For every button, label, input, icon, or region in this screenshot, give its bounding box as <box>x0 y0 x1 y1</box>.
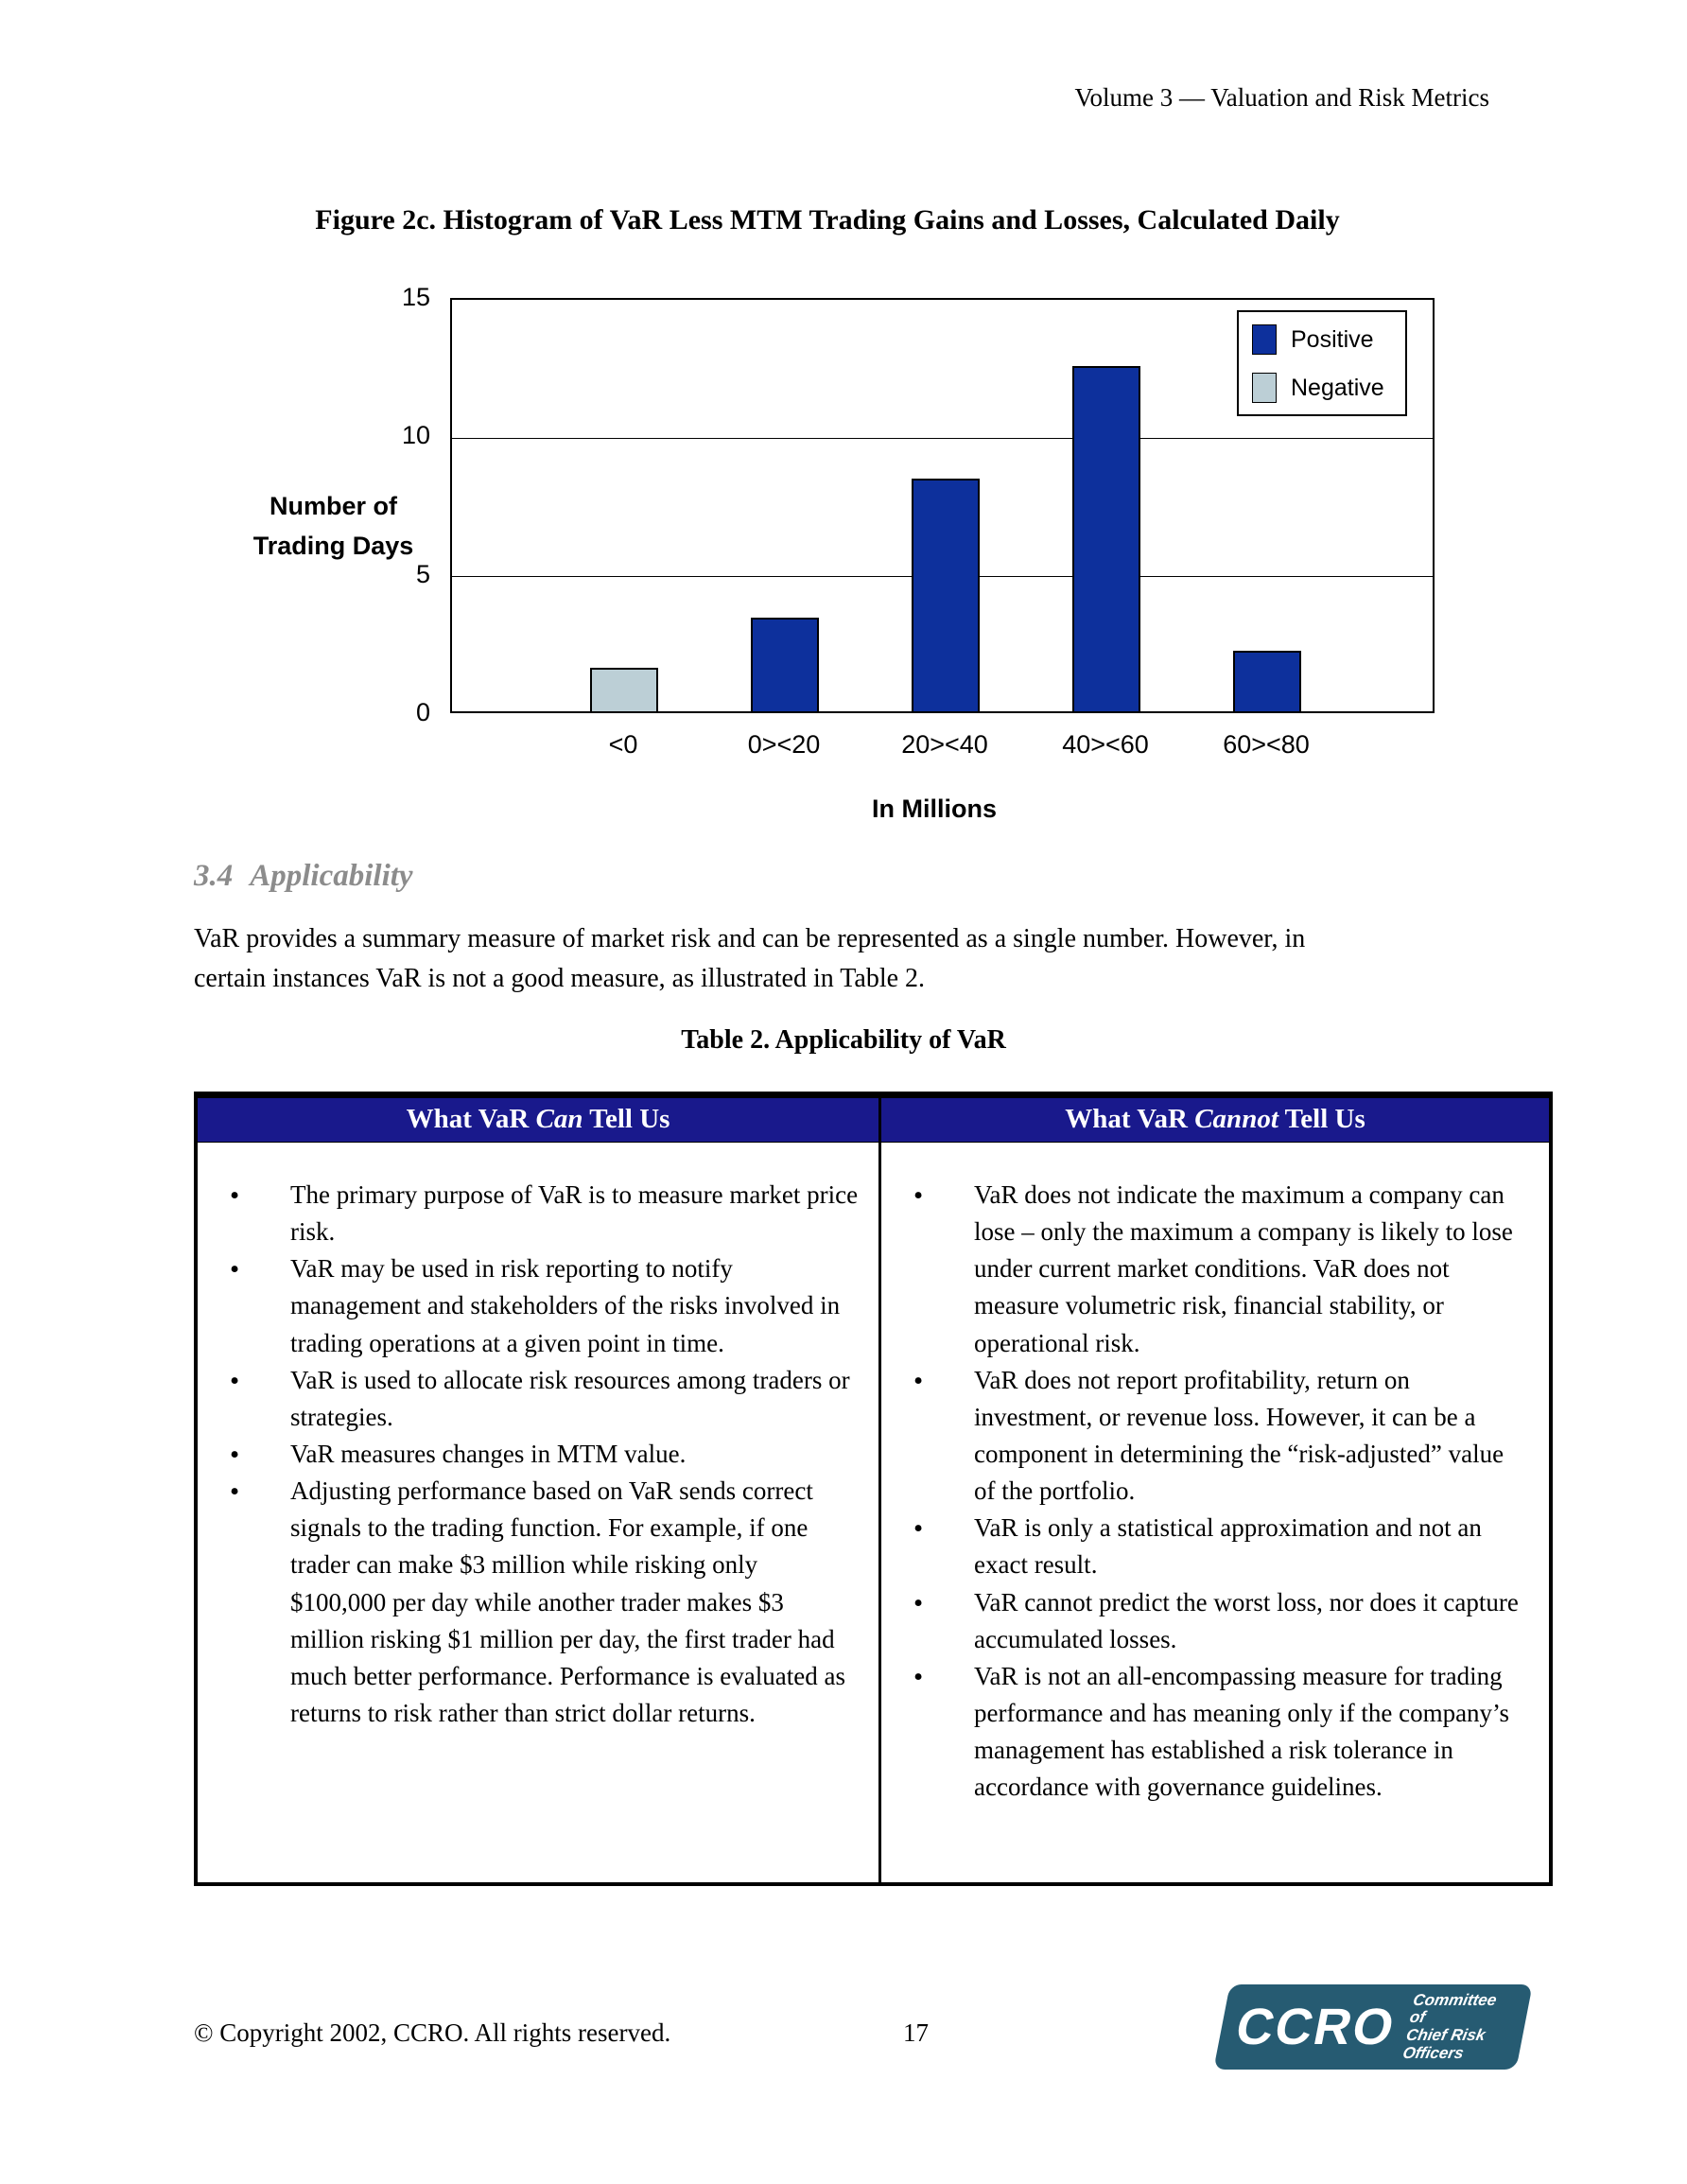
section-heading <box>194 859 413 894</box>
bar-20-40 <box>912 479 980 712</box>
list-item: • VaR cannot predict the worst loss, nor does it capture accumulated losses. <box>900 1584 1536 1658</box>
positive-swatch-icon <box>1252 324 1277 355</box>
can-bullet-list <box>217 1177 865 1732</box>
list-item: • The primary purpose of VaR is to measure market price risk. <box>217 1177 865 1250</box>
bar-0-20 <box>751 618 819 711</box>
list-item: • VaR may be used in risk reporting to notify management and stakeholders of the risks involved in trading operations at a given point in time. <box>217 1250 865 1361</box>
ccro-logo <box>1213 1984 1532 2070</box>
cannot-column-cell <box>881 1143 1549 1882</box>
x-tick-label: 20><40 <box>901 730 988 759</box>
header-text: Tell Us <box>583 1104 670 1134</box>
table-header-cannot <box>881 1098 1549 1143</box>
logo-tagline-line1: Committee of <box>1408 1990 1499 2027</box>
running-header: Volume 3 — Valuation and Risk Metrics <box>1074 83 1489 112</box>
legend-item-positive <box>1252 324 1374 355</box>
section-number: 3.4 <box>194 859 234 893</box>
chart-legend <box>1237 310 1407 416</box>
x-tick-label: 40><60 <box>1062 730 1149 759</box>
y-tick-label: 5 <box>415 560 430 588</box>
table-caption: Table 2. Applicability of VaR <box>681 1025 1006 1055</box>
x-tick-label: <0 <box>608 730 638 759</box>
y-axis-title: Number of Trading Days <box>252 492 414 560</box>
y-tick-label: 15 <box>401 283 430 311</box>
logo-tagline <box>1401 1992 1517 2063</box>
header-emphasis: Cannot <box>1194 1104 1278 1134</box>
y-tick-label: 10 <box>401 421 430 449</box>
legend-label: Positive <box>1291 325 1374 353</box>
x-tick-label: 60><80 <box>1223 730 1310 759</box>
table-body-row <box>198 1143 1549 1882</box>
x-axis-title: In Millions <box>872 795 997 823</box>
bar-40-60 <box>1072 366 1140 711</box>
list-item: • VaR is not an all-encompassing measure for trading performance and has meaning only if the company’s management has established a risk tolerance in accordance with governance guidelines. <box>900 1658 1536 1807</box>
header-text: What VaR <box>406 1104 536 1134</box>
can-column-cell <box>198 1143 881 1882</box>
x-tick-label: 0><20 <box>747 730 821 759</box>
y-tick-label: 0 <box>415 698 430 726</box>
cannot-bullet-list <box>900 1177 1536 1806</box>
list-item: • Adjusting performance based on VaR sends correct signals to the trading function. For example, if one trader can make $3 million while risking only $100,000 per day while another trader makes $3 million risking $1 million per day, the first trader had much better performance. Performance is evaluated as returns to risk rather than strict dollar returns. <box>217 1473 865 1732</box>
list-item: • VaR is used to allocate risk resources among traders or strategies. <box>217 1362 865 1436</box>
table-header-can <box>198 1098 881 1143</box>
table-header-row <box>198 1098 1549 1143</box>
logo-tagline-line2: Chief Risk Officers <box>1400 2026 1487 2062</box>
header-text: What VaR <box>1065 1104 1195 1134</box>
section-title: Applicability <box>250 859 413 893</box>
bar-lt0 <box>590 668 658 711</box>
page-number: 17 <box>903 2018 929 2047</box>
header-emphasis: Can <box>535 1104 583 1134</box>
legend-item-negative <box>1252 373 1384 403</box>
negative-swatch-icon <box>1252 373 1277 403</box>
header-text: Tell Us <box>1278 1104 1365 1134</box>
legend-label: Negative <box>1291 374 1384 401</box>
figure-caption: Figure 2c. Histogram of VaR Less MTM Trading Gains and Losses, Calculated Daily <box>315 204 1340 236</box>
list-item: • VaR measures changes in MTM value. <box>217 1436 865 1473</box>
list-item: • VaR does not indicate the maximum a company can lose – only the maximum a company is likely to lose under current market conditions. VaR does not measure volumetric risk, financial stability, or operational risk. <box>900 1177 1536 1362</box>
list-item: • VaR does not report profitability, return on investment, or revenue loss. However, it can be a component in determining the “risk-adjusted” value of the portfolio. <box>900 1362 1536 1511</box>
bar-60-80 <box>1233 651 1301 711</box>
gridline-10 <box>452 438 1433 439</box>
applicability-table <box>194 1092 1553 1886</box>
list-item: • VaR is only a statistical approximation and not an exact result. <box>900 1510 1536 1583</box>
copyright-notice: © Copyright 2002, CCRO. All rights reserved. <box>194 2018 671 2047</box>
logo-acronym: CCRO <box>1231 1999 1400 2055</box>
body-paragraph: VaR provides a summary measure of market risk and can be represented as a single number. However, in certain instances VaR is not a good measure, as illustrated in Table 2. <box>194 924 1306 993</box>
